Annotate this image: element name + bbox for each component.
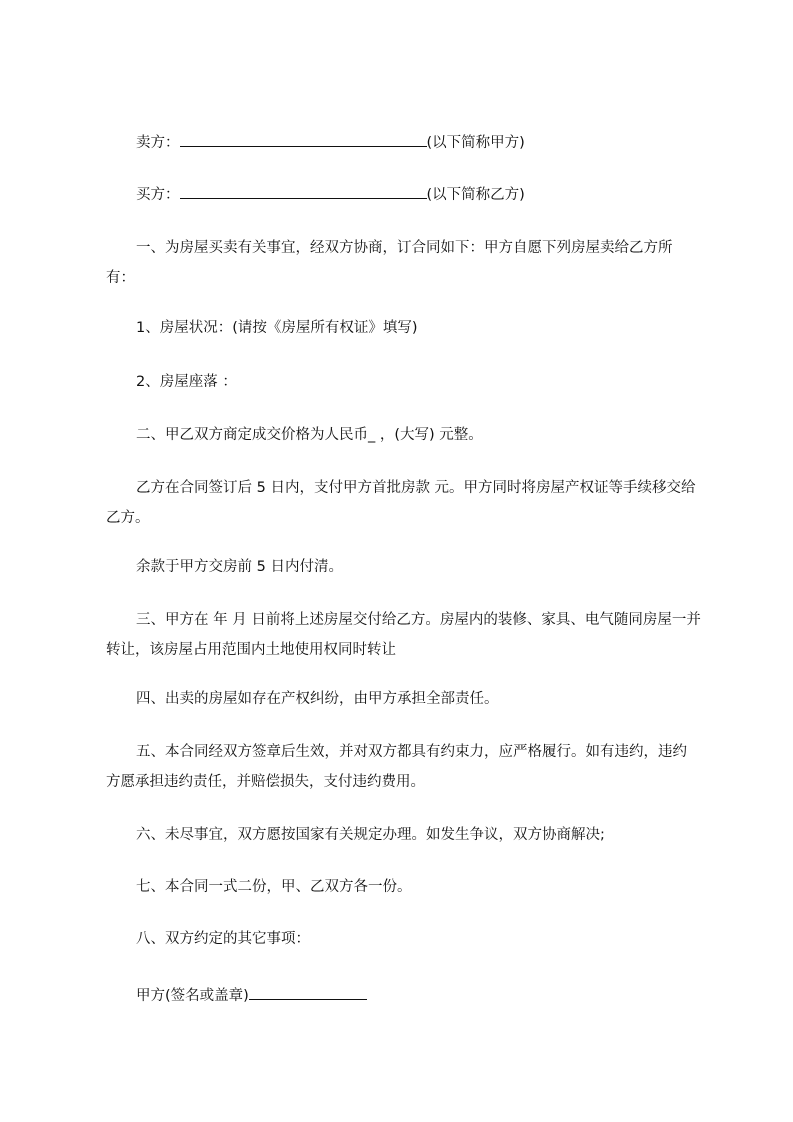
- party-a-signature-label: 甲方(签名或盖章): [136, 988, 249, 1004]
- item-1-house-status: 1、房屋状况：(请按《房屋所有权证》填写): [136, 320, 418, 336]
- clause-7-copies: 七、本合同一式二份，甲、乙双方各一份。: [136, 879, 412, 895]
- clause-3-delivery: 三、甲方在 年 月 日前将上述房屋交付给乙方。房屋内的装修、家具、电气随同房屋一并转让，该房屋占用范围内土地使用权同时转让: [106, 612, 701, 658]
- buyer-name-blank[interactable]: [180, 183, 427, 199]
- party-a-signature-line: [136, 984, 367, 1006]
- seller-name-blank[interactable]: [180, 131, 427, 147]
- clause-2-price: 二、甲乙双方商定成交价格为人民币_ ，(大写) 元整。: [136, 427, 483, 443]
- clause-1: 一、为房屋买卖有关事宜，经双方协商，订合同如下：甲方自愿下列房屋卖给乙方所有：: [106, 240, 673, 286]
- payment-balance: 余款于甲方交房前 5 日内付清。: [136, 559, 343, 575]
- seller-label: 卖方：: [136, 135, 180, 151]
- buyer-label: 买方：: [136, 187, 180, 203]
- buyer-suffix: (以下简称乙方): [426, 187, 525, 203]
- seller-suffix: (以下简称甲方): [426, 135, 525, 151]
- clause-6-unresolved: 六、未尽事宜，双方愿按国家有关规定办理。如发生争议，双方协商解决;: [136, 827, 605, 843]
- seller-line: [136, 131, 525, 153]
- payment-first: 乙方在合同签订后 5 日内，支付甲方首批房款 元。甲方同时将房屋产权证等手续移交给乙方。: [106, 480, 696, 526]
- buyer-line: [136, 183, 525, 205]
- party-a-signature-blank[interactable]: [249, 984, 367, 1000]
- clause-5-breach: 五、本合同经双方签章后生效，并对双方都具有约束力，应严格履行。如有违约，违约方愿承担违约责任，并赔偿损失，支付违约费用。: [106, 744, 687, 790]
- clause-8-other-matters: 八、双方约定的其它事项：: [136, 931, 310, 947]
- clause-4-dispute: 四、出卖的房屋如存在产权纠纷，由甲方承担全部责任。: [136, 691, 499, 707]
- item-2-house-location: 2、房屋座落 ：: [136, 374, 237, 390]
